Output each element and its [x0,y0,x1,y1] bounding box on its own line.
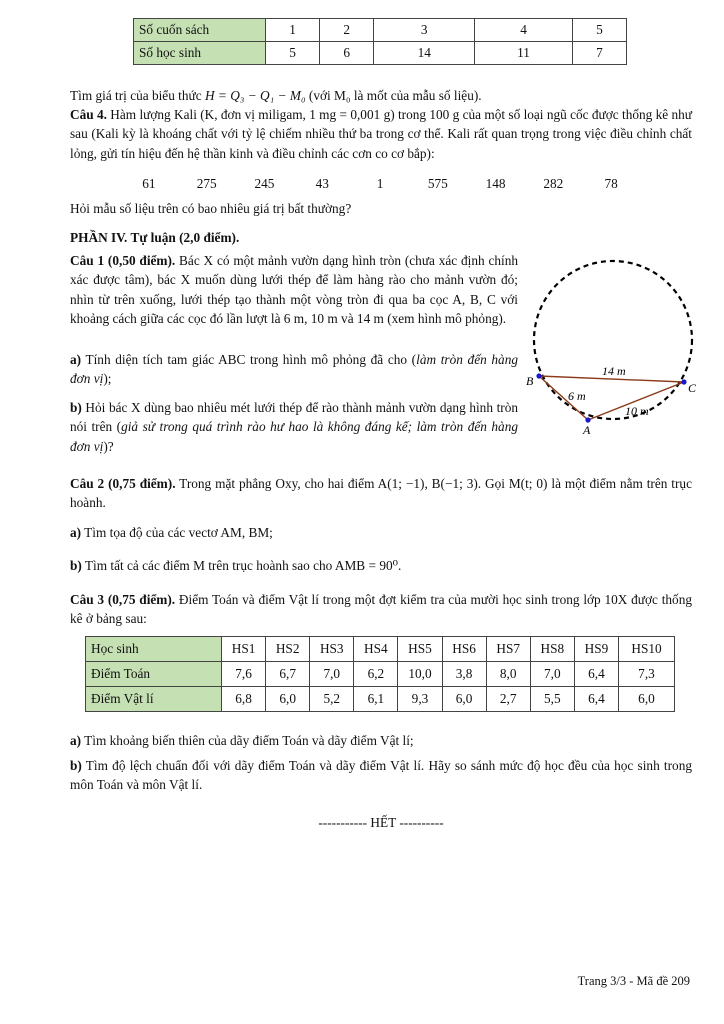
table-cell: 3 [374,19,475,42]
table-cell: HS3 [310,637,354,662]
table-cell: 6,4 [574,662,618,687]
table-cell: 7,0 [310,662,354,687]
point-a [585,417,590,422]
table-cell: 6,7 [266,662,310,687]
label-ac: 10 m [625,404,649,418]
table-cell: HS1 [222,637,266,662]
row-label: Điểm Vật lí [86,687,222,712]
question-label: Câu 1 (0,50 điểm). [70,253,176,268]
label-a: A [583,423,591,437]
row-label: Số học sinh [134,42,266,65]
table-cell: 6,0 [442,687,486,712]
books-table [133,18,627,65]
end-mark: ----------- HẾT ---------- [318,815,444,830]
circle-figure [520,240,720,440]
value: 1 [376,176,384,191]
table-cell: 7,3 [618,662,674,687]
table-cell: 1 [266,19,320,42]
table-row [86,637,675,662]
table-cell: HS5 [398,637,442,662]
point-b [536,373,541,378]
table-cell: HS4 [354,637,398,662]
value: 61 [142,176,156,191]
potassium-values [120,174,640,193]
table-cell: 6,0 [618,687,674,712]
table-cell: 6 [320,42,374,65]
table-cell: HS9 [574,637,618,662]
q3-expression-line: Tìm giá trị của biểu thức H = Q₃ − Q₁ − M₀ (với M₀ là mốt của mẫu số liệu). [70,88,482,103]
essay-2a: a) Tìm tọa độ của các vectơ AM, BM; [70,525,273,540]
essay-3: Câu 3 (0,75 điểm). Điểm Toán và điểm Vật lí trong một đợt kiểm tra của mười học sinh trong lớp 10X được thống kê ở bảng sau: [70,592,692,627]
question-4: Câu 4. Hàm lượng Kali (K, đơn vị miligam, 1 mg = 0,001 g) trong 100 g của một số loại ngũ cốc được thống kê như sau (Kali kỳ là khoáng chất với tỷ lệ chiếm nhiều thứ ba trong cơ thể. Kali rất quan trọng trong việc điều chỉnh chất lỏng, gửi tín hiệu đến hệ thần kinh và điều chỉnh các cơn co cơ bắp): [70,107,692,161]
value: 245 [254,176,275,191]
table-cell: 4 [475,19,573,42]
table-cell: 6,0 [266,687,310,712]
row-label: Số cuốn sách [134,19,266,42]
essay-2b: b) Tìm tất cả các điểm M trên trục hoành sao cho AMB = 90⁰. [70,558,402,573]
table-cell: HS6 [442,637,486,662]
table-cell: 10,0 [398,662,442,687]
essay-1: Câu 1 (0,50 điểm). Bác X có một mảnh vườn dạng hình tròn (chưa xác định chính xác được tâm), bác X muốn dùng lưới thép để làm hàng rào cho mảnh vườn đó; nhìn từ trên xuống, lưới thép tạo thành một vòng tròn đi qua ba cọc A, B, C với khoảng cách giữa các cọc đó lần lượt là 6 m, 10 m và 14 m (xem hình mô phỏng). [70,253,518,326]
table-cell: 7,6 [222,662,266,687]
table-cell: 11 [475,42,573,65]
table-cell: 7 [572,42,626,65]
part-title: PHẦN IV. Tự luận (2,0 điểm). [70,230,240,245]
essay-1a: a) Tính diện tích tam giác ABC trong hình mô phỏng đã cho (làm tròn đến hàng đơn vị); [70,352,518,387]
table-cell: 3,8 [442,662,486,687]
question-label: Câu 4. [70,107,107,122]
table-cell: 6,4 [574,687,618,712]
table-cell: 6,2 [354,662,398,687]
page-footer: Trang 3/3 - Mã đề 209 [577,974,690,988]
table-cell: 2 [320,19,374,42]
label-b: B [526,374,534,388]
question-label: Câu 3 (0,75 điểm). [70,592,176,607]
q4-question: Hỏi mẫu số liệu trên có bao nhiêu giá trị bất thường? [70,201,352,216]
table-cell: 5,5 [530,687,574,712]
essay-2: Câu 2 (0,75 điểm). Trong mặt phẳng Oxy, cho hai điểm A(1; −1), B(−1; 3). Gọi M(t; 0) là một điểm nằm trên trục hoành. [70,476,692,511]
table-cell: HS10 [618,637,674,662]
label-bc: 14 m [602,364,626,378]
point-c [681,379,686,384]
value: 148 [485,176,506,191]
formula: H = Q₃ − Q₁ − M₀ [204,88,306,103]
table-cell: HS8 [530,637,574,662]
label-c: C [688,381,697,395]
table-row [86,662,675,687]
row-label: Học sinh [86,637,222,662]
table-cell: 5 [266,42,320,65]
table-cell: HS7 [486,637,530,662]
essay-3b: b) Tìm độ lệch chuẩn đối với dãy điểm Toán và dãy điểm Vật lí. Hãy so sánh mức độ học đều của học sinh trong môn Toán và môn Vật lí. [70,758,692,793]
value: 282 [543,176,564,191]
essay-3a: a) Tìm khoảng biến thiên của dãy điểm Toán và dãy điểm Vật lí; [70,733,414,748]
table-row [86,687,675,712]
essay-1b: b) Hỏi bác X dùng bao nhiêu mét lưới thép để rào thành mảnh vườn dạng hình tròn nói trên (giả sử trong quá trình rào hư hao là không đáng kể; làm tròn đến hàng đơn vị)? [70,400,518,454]
value: 575 [427,176,448,191]
value: 275 [196,176,217,191]
table-cell: 7,0 [530,662,574,687]
table-cell: 5,2 [310,687,354,712]
table-cell: 14 [374,42,475,65]
table-cell: HS2 [266,637,310,662]
scores-table [85,636,675,712]
table-cell: 8,0 [486,662,530,687]
fence-circle [534,261,692,419]
row-label: Điểm Toán [86,662,222,687]
table-cell: 6,8 [222,687,266,712]
table-cell: 9,3 [398,687,442,712]
value: 43 [315,176,329,191]
question-label: Câu 2 (0,75 điểm). [70,476,176,491]
table-row [134,19,627,42]
table-cell: 6,1 [354,687,398,712]
table-cell: 2,7 [486,687,530,712]
value: 78 [604,176,618,191]
table-row [134,42,627,65]
table-cell: 5 [572,19,626,42]
label-ab: 6 m [568,389,586,403]
